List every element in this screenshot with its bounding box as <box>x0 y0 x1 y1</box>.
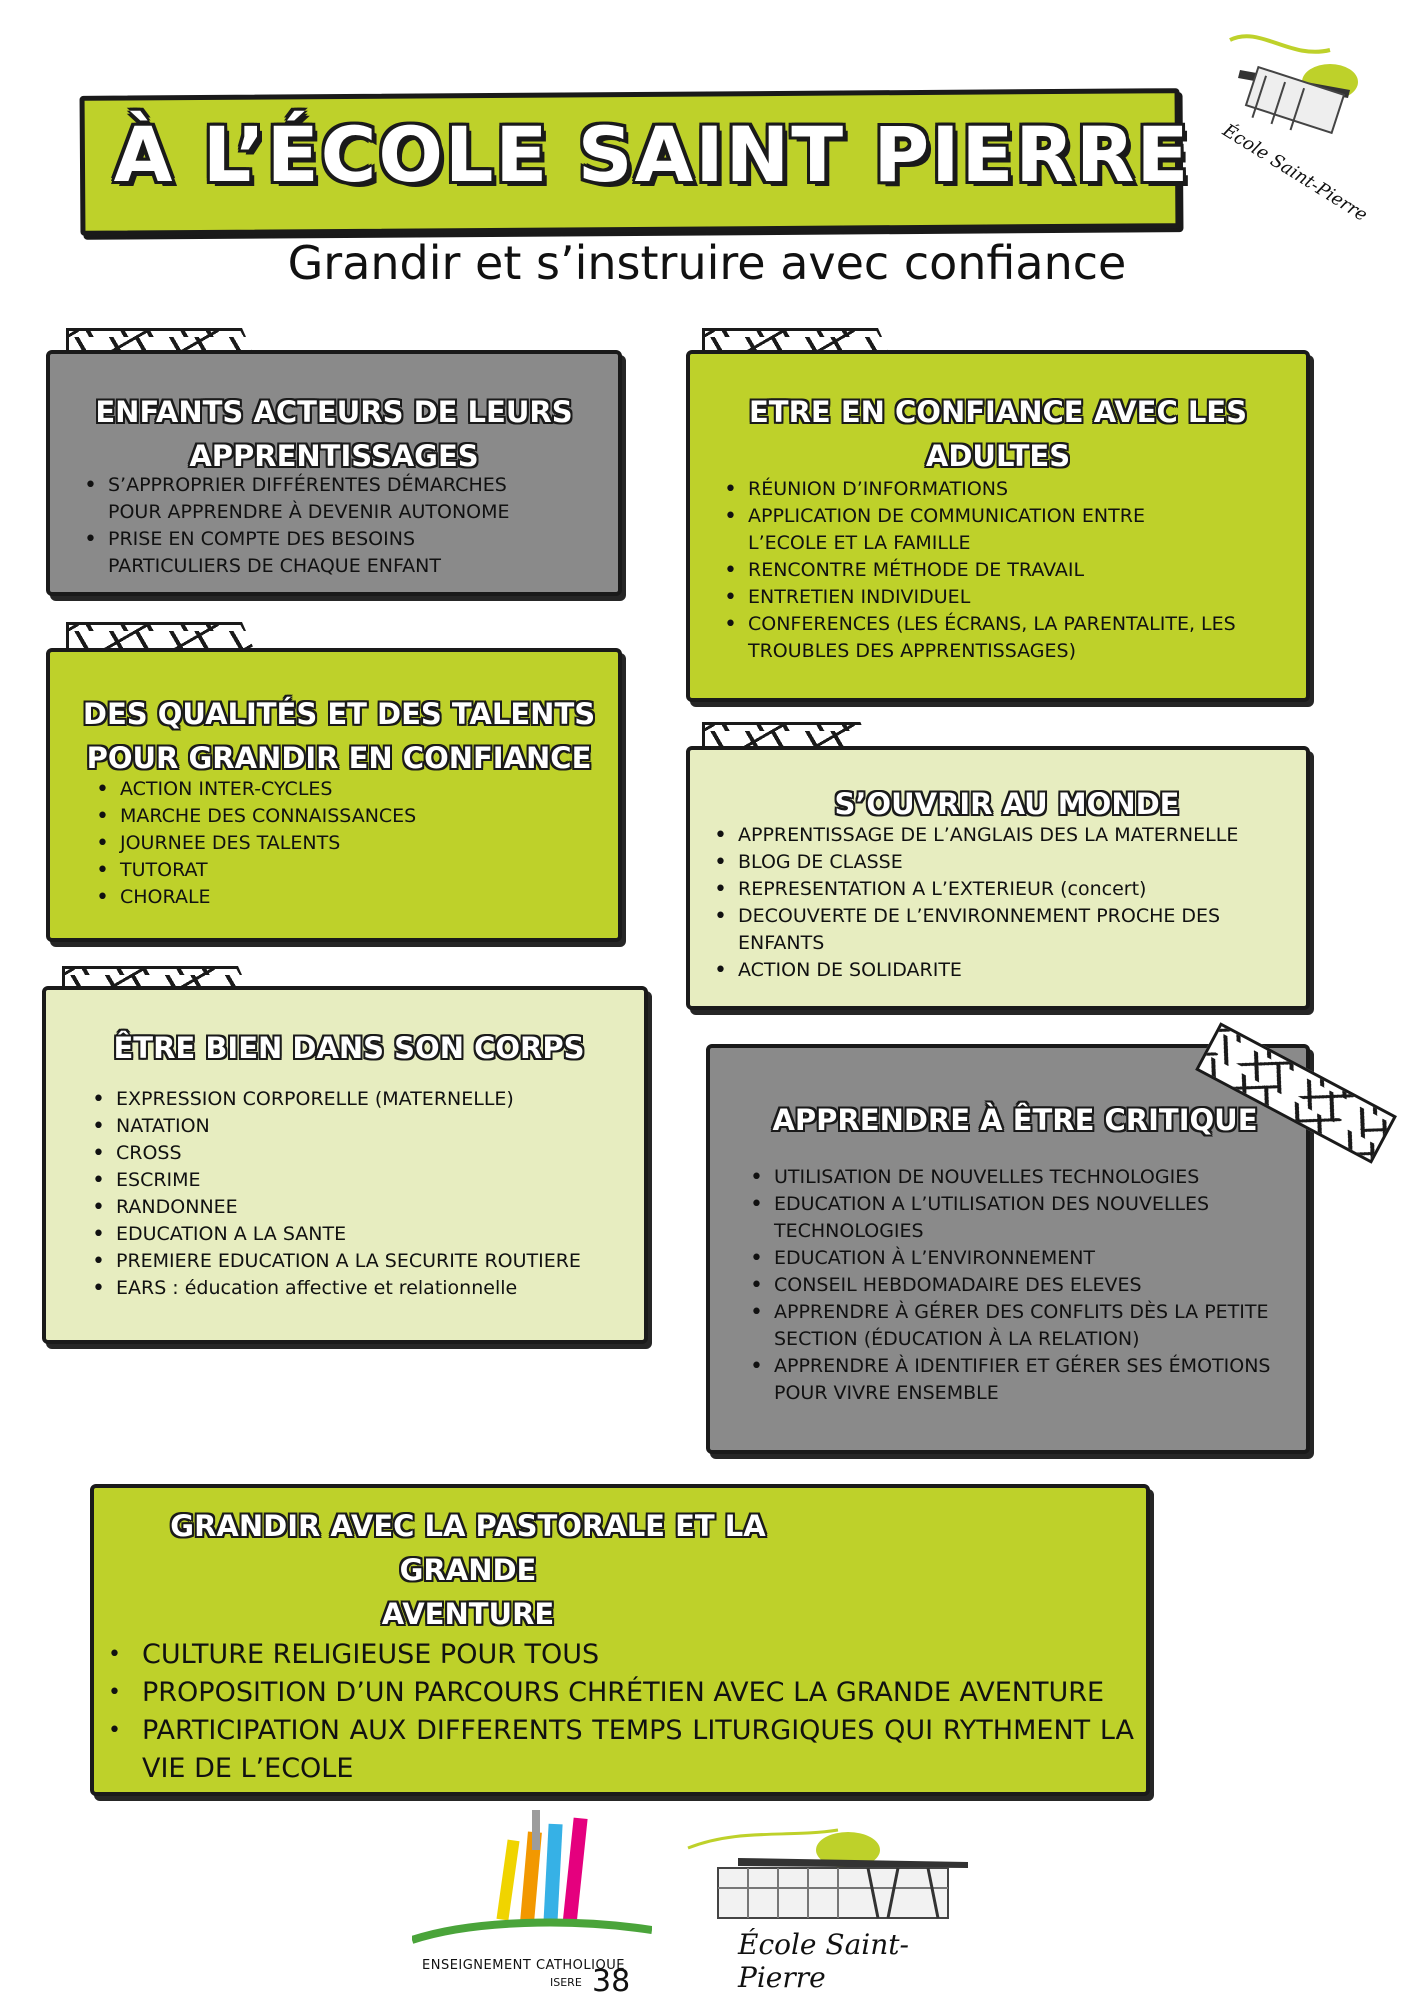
list-item: • PRISE EN COMPTE DES BESOINS PARTICULIERS DE CHAQUE ENFANT <box>80 526 500 580</box>
list-item: • RÉUNION D’INFORMATIONS <box>720 476 1286 503</box>
section-ouvrir-monde <box>686 746 1310 1010</box>
page-subtitle: Grandir et s’instruire avec confiance <box>287 236 1127 290</box>
list-item: • CULTURE RELIGIEUSE POUR TOUS <box>104 1636 1132 1674</box>
diocese-logo <box>412 1810 652 1999</box>
list-item: • ENTRETIEN INDIVIDUEL <box>720 584 1286 611</box>
section-list <box>104 1636 1132 1788</box>
list-item: • CONFERENCES (LES ÉCRANS, LA PARENTALITE, LES TROUBLES DES APPRENTISSAGES) <box>720 611 1260 665</box>
list-item: • ACTION INTER-CYCLES <box>92 776 604 803</box>
section-enfants-acteurs <box>46 350 622 596</box>
section-list <box>74 776 604 911</box>
school-logo-top <box>1218 20 1380 226</box>
list-item: • JOURNEE DES TALENTS <box>92 830 604 857</box>
list-item: • APPRENDRE À GÉRER DES CONFLITS DÈS LA PETITE SECTION (ÉDUCATION À LA RELATION) <box>746 1299 1306 1353</box>
section-qualites-talents <box>46 648 622 942</box>
list-item: • EARS : éducation affective et relationnelle <box>88 1275 628 1302</box>
section-pastorale <box>90 1484 1150 1796</box>
section-etre-critique <box>706 1044 1310 1454</box>
diocese-emblem-icon <box>412 1810 652 1960</box>
list-item: • S’APPROPRIER DIFFÉRENTES DÉMARCHES POUR APPRENDRE À DEVENIR AUTONOME <box>80 472 540 526</box>
section-list <box>70 1086 628 1302</box>
list-item: • MARCHE DES CONNAISSANCES <box>92 803 604 830</box>
section-list <box>740 1164 1290 1407</box>
list-item: • DECOUVERTE DE L’ENVIRONNEMENT PROCHE DES ENFANTS <box>710 903 1270 957</box>
school-logo-top-label: École Saint-Pierre <box>1218 120 1372 226</box>
list-item: • UTILISATION DE NOUVELLES TECHNOLOGIES <box>746 1164 1290 1191</box>
section-list <box>710 476 1286 665</box>
list-item: • APPRENTISSAGE DE L’ANGLAIS DES LA MATERNELLE <box>710 822 1290 849</box>
section-heading: DES QUALITÉS ET DES TALENTS POUR GRANDIR EN CONFIANCE <box>82 697 596 775</box>
list-item: • PREMIERE EDUCATION A LA SECURITE ROUTIERE <box>88 1248 628 1275</box>
list-item: • BLOG DE CLASSE <box>710 849 1290 876</box>
list-item: • NATATION <box>88 1113 628 1140</box>
list-item: • REPRESENTATION A L’EXTERIEUR (concert) <box>710 876 1290 903</box>
list-item: • APPRENDRE À IDENTIFIER ET GÉRER SES ÉMOTIONS POUR VIVRE ENSEMBLE <box>746 1353 1306 1407</box>
list-item: • APPLICATION DE COMMUNICATION ENTRE L’ECOLE ET LA FAMILLE <box>720 503 1220 557</box>
list-item: • EDUCATION A LA SANTE <box>88 1221 628 1248</box>
list-item: • EDUCATION À L’ENVIRONNEMENT <box>746 1245 1290 1272</box>
section-heading: ETRE EN CONFIANCE AVEC LES ADULTES <box>749 395 1247 473</box>
school-logo-bottom-label: École Saint-Pierre <box>738 1928 909 1994</box>
list-item: • RENCONTRE MÉTHODE DE TRAVAIL <box>720 557 1286 584</box>
section-heading: ENFANTS ACTEURS DE LEURS APPRENTISSAGES <box>95 395 573 473</box>
section-heading: APPRENDRE À ÊTRE CRITIQUE <box>772 1103 1258 1137</box>
section-heading: GRANDIR AVEC LA PASTORALE ET LA GRANDE AVENTURE <box>170 1509 766 1631</box>
diocese-line2: ISERE <box>550 1976 582 1989</box>
school-building-icon <box>678 1818 978 1928</box>
list-item: • PROPOSITION D’UN PARCOURS CHRÉTIEN AVEC LA GRANDE AVENTURE <box>104 1674 1132 1712</box>
list-item: • EDUCATION A L’UTILISATION DES NOUVELLES TECHNOLOGIES <box>746 1191 1286 1245</box>
diocese-number: 38 <box>592 1964 631 1999</box>
list-item: • RANDONNEE <box>88 1194 628 1221</box>
section-heading: ÊTRE BIEN DANS SON CORPS <box>113 1031 585 1065</box>
diocese-line1: ENSEIGNEMENT CATHOLIQUE <box>422 1958 625 1973</box>
list-item: • CROSS <box>88 1140 628 1167</box>
section-list <box>70 472 598 580</box>
list-item: • CHORALE <box>92 884 604 911</box>
section-list <box>704 822 1290 984</box>
page-title: À L’ÉCOLE SAINT PIERRE <box>113 110 1191 199</box>
section-heading: S’OUVRIR AU MONDE <box>834 787 1180 821</box>
school-logo-bottom <box>678 1818 978 1994</box>
list-item: • ACTION DE SOLIDARITE <box>710 957 1290 984</box>
list-item: • EXPRESSION CORPORELLE (MATERNELLE) <box>88 1086 628 1113</box>
list-item: • PARTICIPATION AUX DIFFERENTS TEMPS LITURGIQUES QUI RYTHMENT LA VIE DE L’ECOLE <box>104 1712 1134 1788</box>
list-item: • CONSEIL HEBDOMADAIRE DES ELEVES <box>746 1272 1290 1299</box>
list-item: • ESCRIME <box>88 1167 628 1194</box>
list-item: • TUTORAT <box>92 857 604 884</box>
section-bien-corps <box>42 986 648 1344</box>
section-confiance-adultes <box>686 350 1310 702</box>
